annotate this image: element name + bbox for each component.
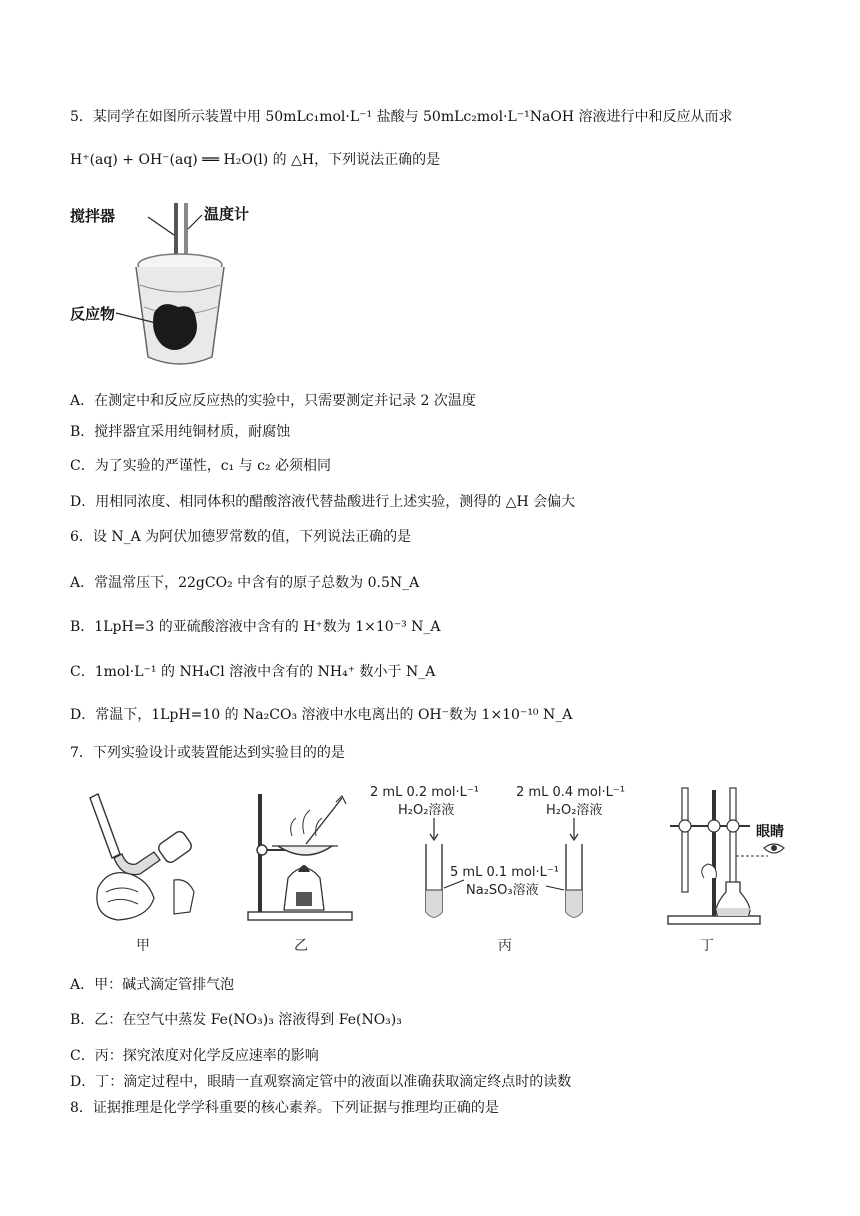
caption-jia: 甲 bbox=[136, 938, 150, 954]
thermometer-rod bbox=[184, 203, 188, 259]
q7-stem: 7．下列实验设计或装置能达到实验目的的是 bbox=[70, 745, 345, 761]
bing-left-sol: H₂O₂溶液 bbox=[398, 803, 455, 818]
q5-stem-line1: 5．某同学在如图所示装置中用 50mLc₁mol·L⁻¹ 盐酸与 50mLc₂mol·L⁻¹NaOH 溶液进行中和反应从而求 bbox=[70, 109, 733, 125]
q6-option-a: A．常温常压下，22gCO₂ 中含有的原子总数为 0.5N_A bbox=[70, 575, 420, 591]
q5-option-a: A．在测定中和反应反应热的实验中，只需要测定并记录 2 次温度 bbox=[70, 393, 476, 409]
q7-option-b: B．乙：在空气中蒸发 Fe(NO₃)₃ 溶液得到 Fe(NO₃)₃ bbox=[70, 1012, 402, 1028]
bing-right-sol: H₂O₂溶液 bbox=[546, 803, 603, 818]
q8-stem: 8．证据推理是化学学科重要的核心素养。下列证据与推理均正确的是 bbox=[70, 1100, 499, 1116]
q7-option-c: C．丙：探究浓度对化学反应速率的影响 bbox=[70, 1048, 319, 1064]
figure-ding bbox=[660, 782, 800, 928]
bing-right-conc: 2 mL 0.4 mol·L⁻¹ bbox=[516, 785, 625, 800]
q6-option-d: D．常温下，1LpH=10 的 Na₂CO₃ 溶液中水电离出的 OH⁻数为 1×10⁻¹⁰ N_A bbox=[70, 707, 573, 723]
caption-bing: 丙 bbox=[498, 938, 512, 954]
figure-bing bbox=[368, 780, 638, 930]
reactant-label: 反应物 bbox=[70, 305, 116, 323]
q7-option-a: A．甲：碱式滴定管排气泡 bbox=[70, 977, 235, 993]
figure-yi bbox=[232, 788, 362, 928]
bing-mid-conc: 5 mL 0.1 mol·L⁻¹ bbox=[450, 865, 559, 880]
stirrer-rod bbox=[174, 203, 178, 259]
q7-option-d: D．丁：滴定过程中，眼睛一直观察滴定管中的液面以准确获取滴定终点时的读数 bbox=[70, 1074, 572, 1090]
q6-option-b: B．1LpH=3 的亚硫酸溶液中含有的 H⁺数为 1×10⁻³ N_A bbox=[70, 619, 441, 635]
caption-ding: 丁 bbox=[700, 938, 714, 954]
figure-jia bbox=[78, 788, 208, 928]
bing-mid-sol: Na₂SO₃溶液 bbox=[466, 883, 539, 898]
q5-option-b: B．搅拌器宜采用纯铜材质，耐腐蚀 bbox=[70, 424, 291, 440]
q6-option-c: C．1mol·L⁻¹ 的 NH₄Cl 溶液中含有的 NH₄⁺ 数小于 N_A bbox=[70, 664, 436, 680]
q6-stem: 6．设 N_A 为阿伏加德罗常数的值，下列说法正确的是 bbox=[70, 529, 412, 545]
stirrer-label: 搅拌器 bbox=[70, 207, 116, 225]
q5-stem-line2: H⁺(aq) + OH⁻(aq) ══ H₂O(l) 的 △H，下列说法正确的是 bbox=[70, 152, 441, 168]
eye-label: 眼睛 bbox=[756, 824, 784, 840]
bing-left-conc: 2 mL 0.2 mol·L⁻¹ bbox=[370, 785, 479, 800]
caption-yi: 乙 bbox=[294, 938, 308, 954]
eye-icon bbox=[771, 845, 777, 851]
thermometer-label: 温度计 bbox=[204, 205, 250, 223]
q5-option-c: C．为了实验的严谨性，c₁ 与 c₂ 必须相同 bbox=[70, 458, 331, 474]
q5-option-d: D．用相同浓度、相同体积的醋酸溶液代替盐酸进行上述实验，测得的 △H 会偏大 bbox=[70, 494, 576, 510]
calorimeter-figure bbox=[70, 195, 250, 375]
